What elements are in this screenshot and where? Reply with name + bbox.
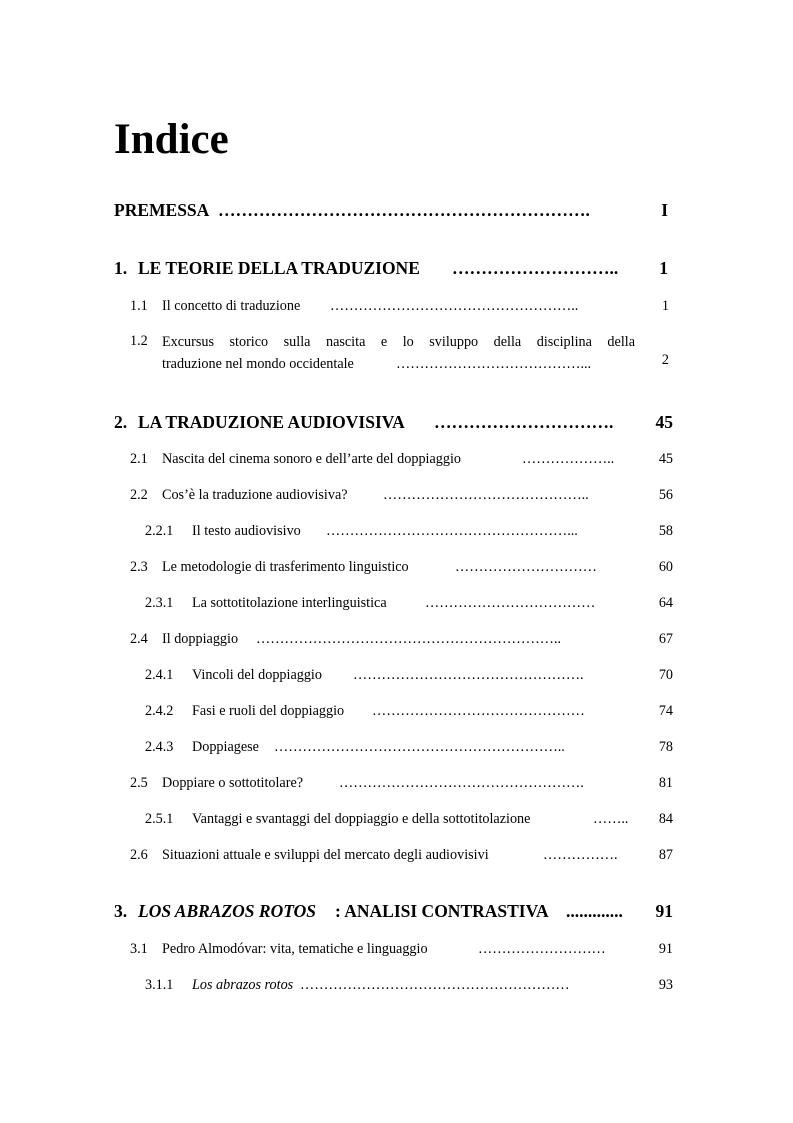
toc-leader-dots: ……………………………………………..	[330, 298, 579, 314]
toc-leader-dots: ………………………………………	[372, 703, 585, 719]
toc-entry-number: 3.	[114, 901, 128, 921]
toc-entry-title: LE TEORIE DELLA TRADUZIONE	[138, 258, 420, 278]
toc-leader-dots: ……………………………………………………….	[218, 200, 590, 220]
toc-leader-dots: …………………………………………….	[339, 775, 584, 791]
toc-page-number: 81	[658, 775, 673, 791]
toc-entry-number: 1.	[114, 258, 128, 278]
toc-entry-number: 2.4.1	[145, 667, 174, 683]
toc-entry-title: Cos’è la traduzione audiovisiva?	[162, 487, 348, 503]
toc-leader-dots: …………….	[543, 847, 618, 863]
toc-page-number: I	[661, 200, 668, 220]
toc-leader-dots: ………………………..	[452, 258, 619, 278]
toc-entry-number: 2.1	[130, 451, 148, 467]
toc-entry-title: Los abrazos rotos	[192, 977, 294, 993]
toc-page-number: 2	[661, 352, 669, 368]
toc-entry-number: 2.3	[130, 559, 148, 575]
toc-page-number: 1	[661, 298, 669, 314]
toc-page-number: 60	[658, 559, 673, 575]
toc-leader-dots: ……..	[593, 811, 629, 827]
toc-entry-number: 2.4.3	[145, 739, 174, 755]
toc-entry-title: La sottotitolazione interlinguistica	[192, 595, 387, 611]
toc-entry-title: PREMESSA	[114, 200, 210, 220]
toc-entry-title: Il doppiaggio	[162, 631, 239, 647]
toc-leader-dots: …………………………………...	[396, 356, 592, 372]
toc-entry-number: 2.6	[130, 847, 148, 863]
toc-page-number: 45	[655, 412, 673, 432]
toc-entry-number: 3.1.1	[145, 977, 174, 993]
toc-leader-dots: ………………………………………………………..	[256, 631, 562, 647]
toc-entry-number: 1.1	[130, 298, 148, 314]
toc-entry-number: 1.2	[130, 333, 148, 349]
toc-page-number: 91	[658, 941, 673, 957]
toc-leader-dots: ………………..	[522, 451, 615, 467]
toc-leader-dots: ……………………………………..	[383, 487, 589, 503]
toc-leader-dots: .............	[566, 901, 623, 921]
toc-entry-number: 2.5.1	[145, 811, 174, 827]
toc-leader-dots: ……………………………………………………..	[274, 739, 565, 755]
toc-page-number: 70	[658, 667, 673, 683]
toc-entry-title: Il testo audiovisivo	[192, 523, 301, 539]
page-title: Indice	[114, 116, 229, 163]
toc-leader-dots: ………………………	[478, 941, 606, 957]
toc-page-number: 91	[655, 901, 673, 921]
toc-leader-dots: ………………………….	[434, 412, 614, 432]
toc-page-number: 67	[658, 631, 673, 647]
toc-page-number: 56	[658, 487, 673, 503]
toc-leader-dots: ………………………………	[425, 595, 596, 611]
toc-page-number: 58	[658, 523, 673, 539]
toc-page-number: 74	[658, 703, 673, 719]
toc-entry-title: Excursus storico sulla nascita e lo sviluppo della disciplina della	[162, 334, 635, 350]
toc-entry-number: 3.1	[130, 941, 148, 957]
toc-entry-title: Doppiare o sottotitolare?	[162, 775, 304, 791]
toc-entry-number: 2.2.1	[145, 523, 174, 539]
toc-page-number: 87	[658, 847, 673, 863]
toc-entry-number: 2.2	[130, 487, 148, 503]
toc-page-number: 45	[658, 451, 673, 467]
toc-entry-title: Doppiagese	[192, 739, 259, 755]
toc-entry-title-italic: LOS ABRAZOS ROTOS	[138, 901, 316, 921]
toc-entry-number: 2.	[114, 412, 128, 432]
toc-entry-title: : ANALISI CONTRASTIVA	[335, 901, 549, 921]
toc-entry-number: 2.4.2	[145, 703, 174, 719]
toc-leader-dots: …………………………	[455, 559, 597, 575]
toc-entry-title: Situazioni attuale e sviluppi del mercato degli audiovisivi	[162, 847, 489, 863]
toc-entry-number: 2.3.1	[145, 595, 174, 611]
toc-page-number: 84	[658, 811, 673, 827]
toc-page-number: 64	[658, 595, 673, 611]
toc-entry-title: Pedro Almodóvar: vita, tematiche e linguaggio	[162, 941, 428, 957]
toc-entry-title-continued: traduzione nel mondo occidentale	[162, 356, 354, 372]
toc-entry-title: LA TRADUZIONE AUDIOVISIVA	[138, 412, 405, 432]
toc-entry-number: 2.5	[130, 775, 148, 791]
toc-page-number: 93	[658, 977, 673, 993]
toc-entry-title: Fasi e ruoli del doppiaggio	[192, 703, 345, 719]
toc-entry-title: Le metodologie di trasferimento linguistico	[162, 559, 409, 575]
toc-leader-dots: ………………………………………….	[353, 667, 584, 683]
toc-leader-dots: ……………………………………………...	[326, 523, 578, 539]
toc-leader-dots: …………………………………………………	[300, 977, 570, 993]
toc-entry-number: 2.4	[130, 631, 148, 647]
toc-entry-title: Vantaggi e svantaggi del doppiaggio e della sottotitolazione	[192, 811, 531, 827]
toc-page-number: 78	[658, 739, 673, 755]
toc-entry-title: Vincoli del doppiaggio	[192, 667, 322, 683]
toc-entry-title: Il concetto di traduzione	[162, 298, 301, 314]
toc-page-number: 1	[659, 258, 668, 278]
toc-entry-title: Nascita del cinema sonoro e dell’arte del doppiaggio	[162, 451, 462, 467]
